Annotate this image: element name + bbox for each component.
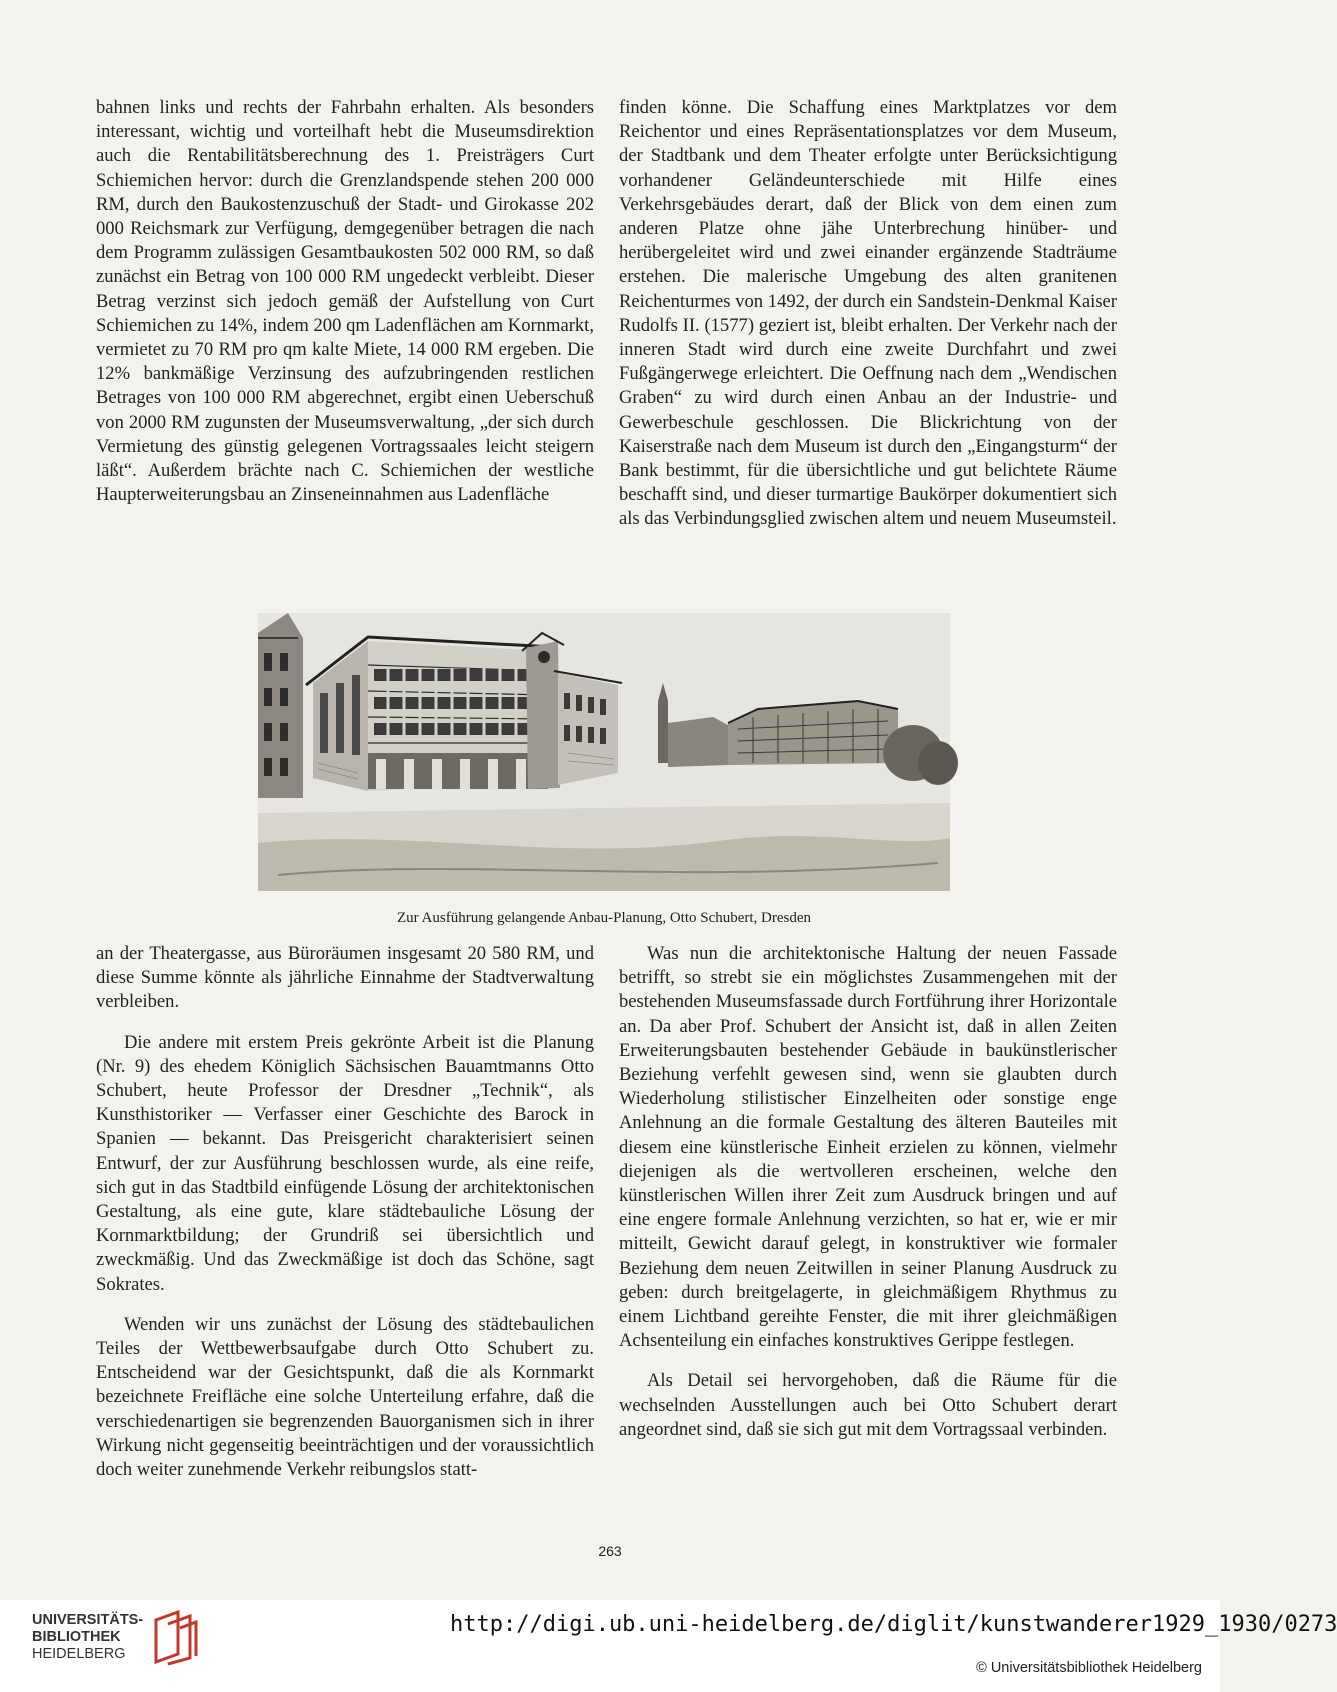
text-column-bottom-right xyxy=(619,942,1117,1442)
paragraph: an der Theatergasse, aus Büroräumen insgesamt 20 580 RM, und diese Summe könnte als jährliche Einnahme der Stadtverwaltung verbleiben. xyxy=(96,943,594,1013)
logo-line: HEIDELBERG xyxy=(32,1646,126,1662)
paragraph: Was nun die architektonische Haltung der neuen Fassade betrifft, so strebt sie ein möglichstes Zusammengehen mit der bestehenden Museumsfassade durch Fortführung ihrer Horizontale an. Da aber Prof. Schubert der Ansicht ist, daß in allen Zeiten Erweiterungsbauten bestehender Gebäude in baukünstlerischer Beziehung verfehlt gewesen sind, wenn sie glaubten durch Wiederholung stilistischer Einzelheiten oder sonstige enge Anlehnung an die formale Gestaltung des älteren Bauteiles mit diesem eine künstlerische Einheit erzielen zu können, vielmehr diejenigen als die wertvolleren erscheinen, welche den künstlerischen Willen ihrer Zeit zum Ausdruck bringen und auf eine engere formale Anlehnung verzichten, so hat er, wie er mir mitteilt, Gewicht darauf gelegt, in konstruktiver wie formaler Beziehung dem neuen Zeitwillen in seiner Planung Ausdruck zu geben: durch breitgelagerte, in gleichmäßigem Rhythmus zu einem Lichtband gereihte Fenster, die mit ihrer gleichmäßigen Achsenteilung ein einfaches konstruktives Gerippe festlegen. xyxy=(619,943,1117,1352)
building-sketch-image xyxy=(258,613,950,891)
footer-bar xyxy=(0,1600,1337,1692)
page-number: 263 xyxy=(598,1543,622,1559)
library-logo-text xyxy=(32,1612,143,1663)
paragraph: Wenden wir uns zunächst der Lösung des städtebaulichen Teiles der Wettbewerbsaufgabe durch Otto Schubert zu. Entscheidend war der Gesichtspunkt, daß die als Kornmarkt bezeichnete Freifläche eine solche Unterteilung erfahre, daß die verschiedenartigen sie begrenzenden Bauorganismen sich in ihrer Wirkung nicht gegenseitig beeinträchtigen und der voraussichtlich doch weiter zunehmende Verkehr reibungslos statt- xyxy=(96,1313,594,1481)
copyright-notice: © Universitätsbibliothek Heidelberg xyxy=(976,1660,1202,1676)
logo-line: BIBLIOTHEK xyxy=(32,1629,121,1645)
architectural-drawing-figure xyxy=(258,613,950,891)
text-column-bottom-left xyxy=(96,942,594,1482)
logo-line: UNIVERSITÄTS- xyxy=(32,1612,144,1628)
paragraph: Als Detail sei hervorgehoben, daß die Räume für die wechselnden Ausstellungen auch bei Otto Schubert derart angeordnet sind, daß sie sich gut mit dem Vortragssaal verbinden. xyxy=(619,1370,1117,1440)
text-column-top-right xyxy=(619,96,1117,532)
paragraph: bahnen links und rechts der Fahrbahn erhalten. Als besonders interessant, wichtig und vorteilhaft hebt die Museumsdirektion auch die Rentabilitätsberechnung des 1. Preisträgers Curt Schiemichen hervor: durch die Grenzlandspende stehen 200 000 RM, durch den Baukostenzuschuß der Stadt- und Girokasse 202 000 Reichsmark zur Verfügung, demgegenüber betragen die nach dem Programm zulässigen Gesamtbaukosten 502 000 RM, so daß zunächst ein Betrag von 100 000 RM ungedeckt verbleibt. Dieser Betrag verzinst sich jedoch gemäß der Aufstellung von Curt Schiemichen zu 14%, indem 200 qm Ladenflächen am Kornmarkt, vermietet zu 70 RM pro qm kalte Miete, 14 000 RM ergeben. Die 12% bankmäßige Verzinsung des aufzubringenden restlichen Betrages von 100 000 RM abgerechnet, ergibt einen Ueberschuß von 2000 RM zugunsten der Museumsverwaltung, „der sich durch Vermietung des günstig gelegenen Vortragssaales leicht steigern läßt“. Außerdem brächte nach C. Schiemichen der westliche Haupterweiterungsbau an Zinseneinnahmen aus Ladenfläche xyxy=(96,97,594,506)
figure-caption: Zur Ausführung gelangende Anbau-Planung, Otto Schubert, Dresden xyxy=(396,910,812,926)
library-logo[interactable] xyxy=(32,1608,192,1688)
paragraph: Die andere mit erstem Preis gekrönte Arbeit ist die Planung (Nr. 9) des ehedem Königlich Sächsischen Bauamtmanns Otto Schubert, heute Professor der Dresdner „Technik“, als Kunsthistoriker — Verfasser einer Geschichte des Barock in Spanien — bekannt. Das Preisgericht charakterisiert seinen Entwurf, der zur Ausführung beschlossen wurde, als eine reife, sich gut in das Stadtbild einfügende Lösung der architektonischen Gestaltung, als eine gute, klare städtebauliche Lösung der Kornmarktbildung; der Grundriß sei übersichtlich und zweckmäßig. Und das Zweckmäßige ist doch das Schöne, sagt Sokrates. xyxy=(96,1031,594,1295)
permalink-url[interactable]: http://digi.ub.uni-heidelberg.de/diglit/kunstwanderer1929_1930/0273 xyxy=(450,1612,1337,1637)
library-emblem-icon xyxy=(150,1610,198,1664)
text-column-top-left xyxy=(96,96,594,507)
paragraph: finden könne. Die Schaffung eines Marktplatzes vor dem Reichentor und eines Repräsentationsplatzes vor dem Museum, der Stadtbank und dem Theater erfolgte unter Berücksichtigung vorhandener Geländeunterschiede mit Hilfe eines Verkehrsgebäudes derart, daß der Blick von dem einen zum anderen Platze ohne jähe Unterbrechung hinüber- und herübergeleitet wird und zwei einander ergänzende Stadträume erstehen. Die malerische Umgebung des alten granitenen Reichenturmes von 1492, der durch ein Sandstein-Denkmal Kaiser Rudolfs II. (1577) geziert ist, bleibt erhalten. Der Verkehr nach der inneren Stadt wird durch eine zweite Durchfahrt und zwei Fußgängerwege erleichtert. Die Oeffnung nach dem „Wendischen Graben“ zu wird durch einen Anbau an der Industrie- und Gewerbeschule geschlossen. Die Blickrichtung von der Kaiserstraße nach dem Museum ist durch den „Eingangsturm“ der Bank bestimmt, für die übersichtliche und gut belichtete Räume beschafft sind, und dieser turmartige Baukörper dokumentiert sich als das Verbindungsglied zwischen altem und neuem Museumsteil. xyxy=(619,97,1117,530)
